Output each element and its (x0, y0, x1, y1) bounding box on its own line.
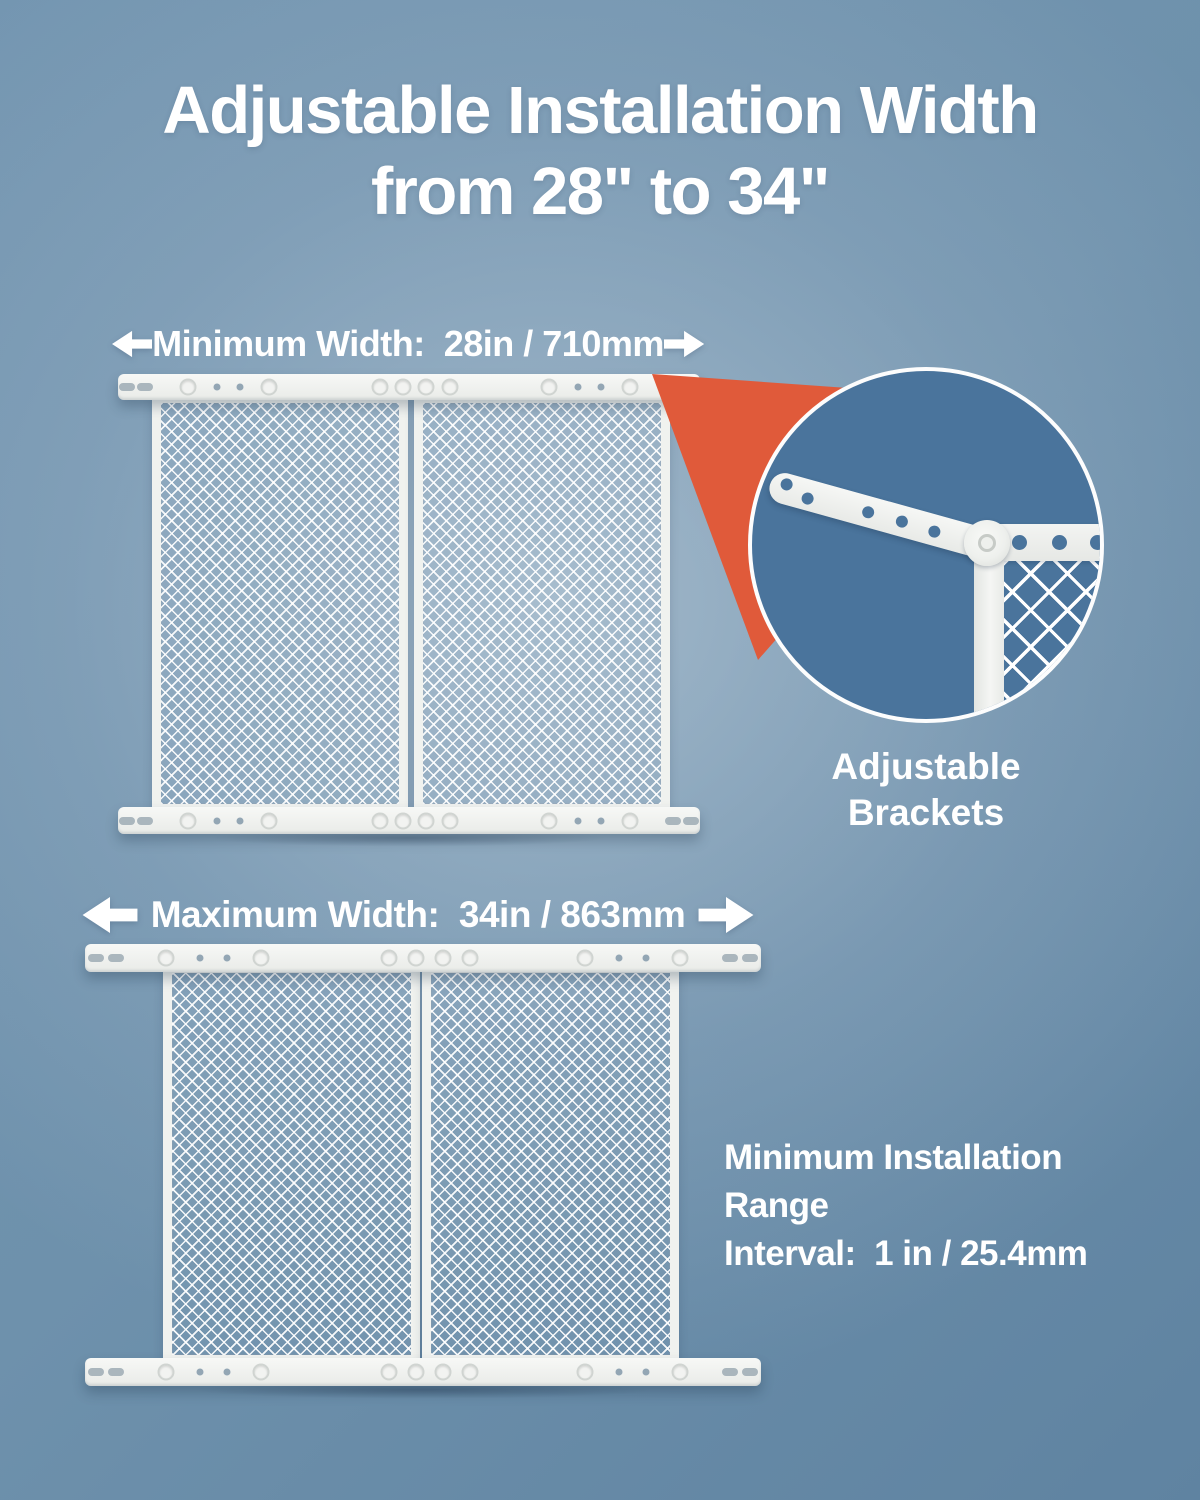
bottom-mounting-bar (118, 807, 700, 834)
mesh-panel-right (422, 964, 679, 1364)
bracket-zoom-circle (748, 367, 1104, 723)
mounting-hole (722, 954, 738, 962)
top-mounting-bar (118, 374, 700, 400)
mesh-pattern (172, 973, 411, 1355)
mesh-pattern (431, 973, 670, 1355)
mounting-hole (88, 954, 104, 962)
mounting-hole (861, 505, 876, 520)
rivet (435, 1364, 452, 1381)
mounting-hole (108, 954, 124, 962)
rivet (252, 1364, 269, 1381)
mounting-hole (237, 384, 244, 391)
frame-side-rail (974, 559, 1004, 723)
mounting-hole (223, 1369, 230, 1376)
mounting-hole (643, 1369, 650, 1376)
rivet (371, 379, 388, 396)
rivet (577, 950, 594, 967)
rivet (540, 379, 557, 396)
rivet (179, 812, 196, 829)
page-title (0, 70, 1200, 232)
rivet (671, 1364, 688, 1381)
note-line-2: Interval: 1 in / 25.4mm (724, 1234, 1088, 1273)
screen-product-max-width (85, 944, 761, 1386)
mounting-hole (665, 817, 681, 825)
bottom-mounting-bar (85, 1358, 761, 1386)
rivet (418, 379, 435, 396)
mounting-hole (119, 817, 135, 825)
rivet (622, 812, 639, 829)
mesh-panel-right (414, 394, 670, 813)
rivet (622, 379, 639, 396)
min-width-label: Minimum Width: 28in / 710mm (152, 323, 664, 364)
mounting-hole (88, 1368, 104, 1376)
max-width-label: Maximum Width: 34in / 863mm (150, 894, 686, 935)
rivet (395, 379, 412, 396)
note-line-1: Minimum Installation Range (724, 1138, 1063, 1225)
max-width-label-row (82, 888, 754, 942)
callout-caption (776, 744, 1076, 836)
mesh-pattern (423, 403, 661, 804)
mounting-hole (137, 817, 153, 825)
mounting-hole (1012, 535, 1027, 550)
mounting-hole (196, 1369, 203, 1376)
rivet (381, 1364, 398, 1381)
mounting-hole (196, 955, 203, 962)
rivet (462, 1364, 479, 1381)
mounting-hole (722, 1368, 738, 1376)
mounting-hole (1090, 535, 1104, 550)
bracket-pivot-rivet (964, 520, 1010, 566)
rivet (252, 950, 269, 967)
mounting-hole (894, 514, 909, 529)
mounting-hole (223, 955, 230, 962)
mounting-hole (616, 1369, 623, 1376)
title-line-2: from 28" to 34" (370, 154, 830, 229)
title-line-1: Adjustable Installation Width (162, 73, 1038, 148)
mounting-hole (574, 384, 581, 391)
mounting-hole (137, 383, 153, 391)
rivet (577, 1364, 594, 1381)
caption-line-2: Brackets (847, 792, 1005, 833)
rivet (261, 812, 278, 829)
mounting-hole (683, 383, 699, 391)
rivet (671, 950, 688, 967)
rivet (408, 1364, 425, 1381)
mounting-hole (800, 491, 815, 506)
mounting-hole (665, 383, 681, 391)
mounting-hole (683, 817, 699, 825)
mounting-hole (779, 477, 794, 492)
top-mounting-bar (85, 944, 761, 972)
mounting-hole (742, 1368, 758, 1376)
mounting-hole (213, 817, 220, 824)
mounting-hole (213, 384, 220, 391)
screen-product-min-width (118, 374, 700, 834)
adjustable-bracket-arm (766, 470, 994, 561)
rivet (158, 950, 175, 967)
caption-line-1: Adjustable (831, 746, 1021, 787)
mounting-hole (643, 955, 650, 962)
rivet (441, 812, 458, 829)
rivet (371, 812, 388, 829)
rivet (418, 812, 435, 829)
mesh-panel-left (152, 394, 408, 813)
installation-range-note (724, 1134, 1164, 1278)
rivet (179, 379, 196, 396)
rivet (395, 812, 412, 829)
rivet (261, 379, 278, 396)
rivet (540, 812, 557, 829)
mounting-hole (1052, 535, 1067, 550)
mounting-hole (108, 1368, 124, 1376)
mounting-hole (237, 817, 244, 824)
arrow-left-icon (112, 326, 152, 362)
mounting-hole (119, 383, 135, 391)
mounting-hole (616, 955, 623, 962)
mesh-panel-left (163, 964, 420, 1364)
mounting-hole (927, 524, 942, 539)
rivet (441, 379, 458, 396)
arrow-right-icon (698, 896, 754, 934)
mounting-hole (742, 954, 758, 962)
rivet (158, 1364, 175, 1381)
rivet (408, 950, 425, 967)
mounting-hole (598, 384, 605, 391)
arrow-right-icon (664, 326, 704, 362)
min-width-label-row (112, 318, 704, 370)
mounting-hole (574, 817, 581, 824)
mesh-pattern (161, 403, 399, 804)
arrow-left-icon (82, 896, 138, 934)
rivet (435, 950, 452, 967)
mounting-hole (598, 817, 605, 824)
mesh-pattern-zoomed (1004, 561, 1104, 723)
rivet (462, 950, 479, 967)
rivet (381, 950, 398, 967)
